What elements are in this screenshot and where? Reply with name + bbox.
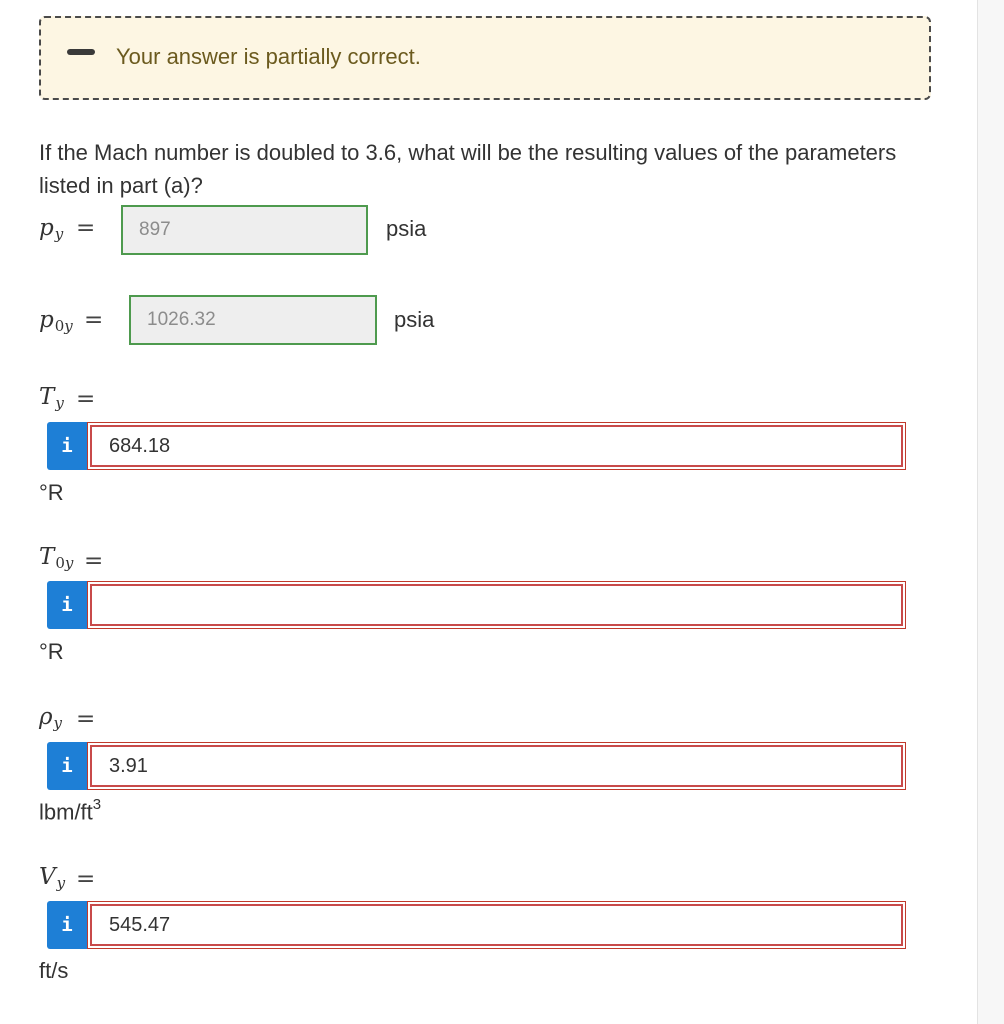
info-button-vy[interactable]: i <box>47 901 87 949</box>
minus-icon <box>67 49 95 55</box>
question-text: If the Mach number is doubled to 3.6, what will be the resulting values of the parameters listed in part (a)? <box>39 140 897 198</box>
answer-value-t0y[interactable] <box>90 584 903 626</box>
answer-field-vy[interactable] <box>87 901 906 949</box>
info-button-ty[interactable]: i <box>47 422 87 470</box>
equals-sign: = <box>76 866 96 892</box>
equals-sign: = <box>84 548 104 574</box>
info-button-rhoy[interactable]: i <box>47 742 87 790</box>
answer-field-py[interactable]: 897 <box>121 205 368 255</box>
scrollbar-track[interactable] <box>977 0 1004 1024</box>
unit-py: psia <box>386 216 427 241</box>
answer-value-ty[interactable]: 684.18 <box>90 425 903 467</box>
label-p0y: $p_{0y}$ <box>39 307 73 335</box>
unit-t0y: °R <box>39 639 64 664</box>
unit-ty: °R <box>39 480 64 505</box>
info-button-t0y[interactable]: i <box>47 581 87 629</box>
equals-sign: = <box>76 215 96 241</box>
label-py: $p_y$ <box>39 215 64 243</box>
unit-p0y: psia <box>394 307 435 332</box>
label-vy: $V_y$ <box>39 864 66 892</box>
answer-field-t0y[interactable] <box>87 581 906 629</box>
unit-rhoy: lbm/$ft^3$ <box>39 796 102 825</box>
feedback-message: Your answer is partially correct. <box>116 44 421 69</box>
answer-field-ty[interactable] <box>87 422 906 470</box>
label-rhoy: $\rho_y$ <box>39 704 63 732</box>
equals-sign: = <box>76 386 96 412</box>
equals-sign: = <box>84 307 104 333</box>
feedback-banner <box>39 16 931 100</box>
answer-field-rhoy[interactable] <box>87 742 906 790</box>
label-ty: $T_y$ <box>39 384 64 412</box>
answer-value-vy[interactable]: 545.47 <box>90 904 903 946</box>
label-t0y: $T_{0y}$ <box>39 544 74 572</box>
unit-vy: ft/s <box>39 958 69 983</box>
answer-value-rhoy[interactable]: 3.91 <box>90 745 903 787</box>
equals-sign: = <box>76 706 96 732</box>
answer-field-p0y[interactable]: 1026.32 <box>129 295 377 345</box>
